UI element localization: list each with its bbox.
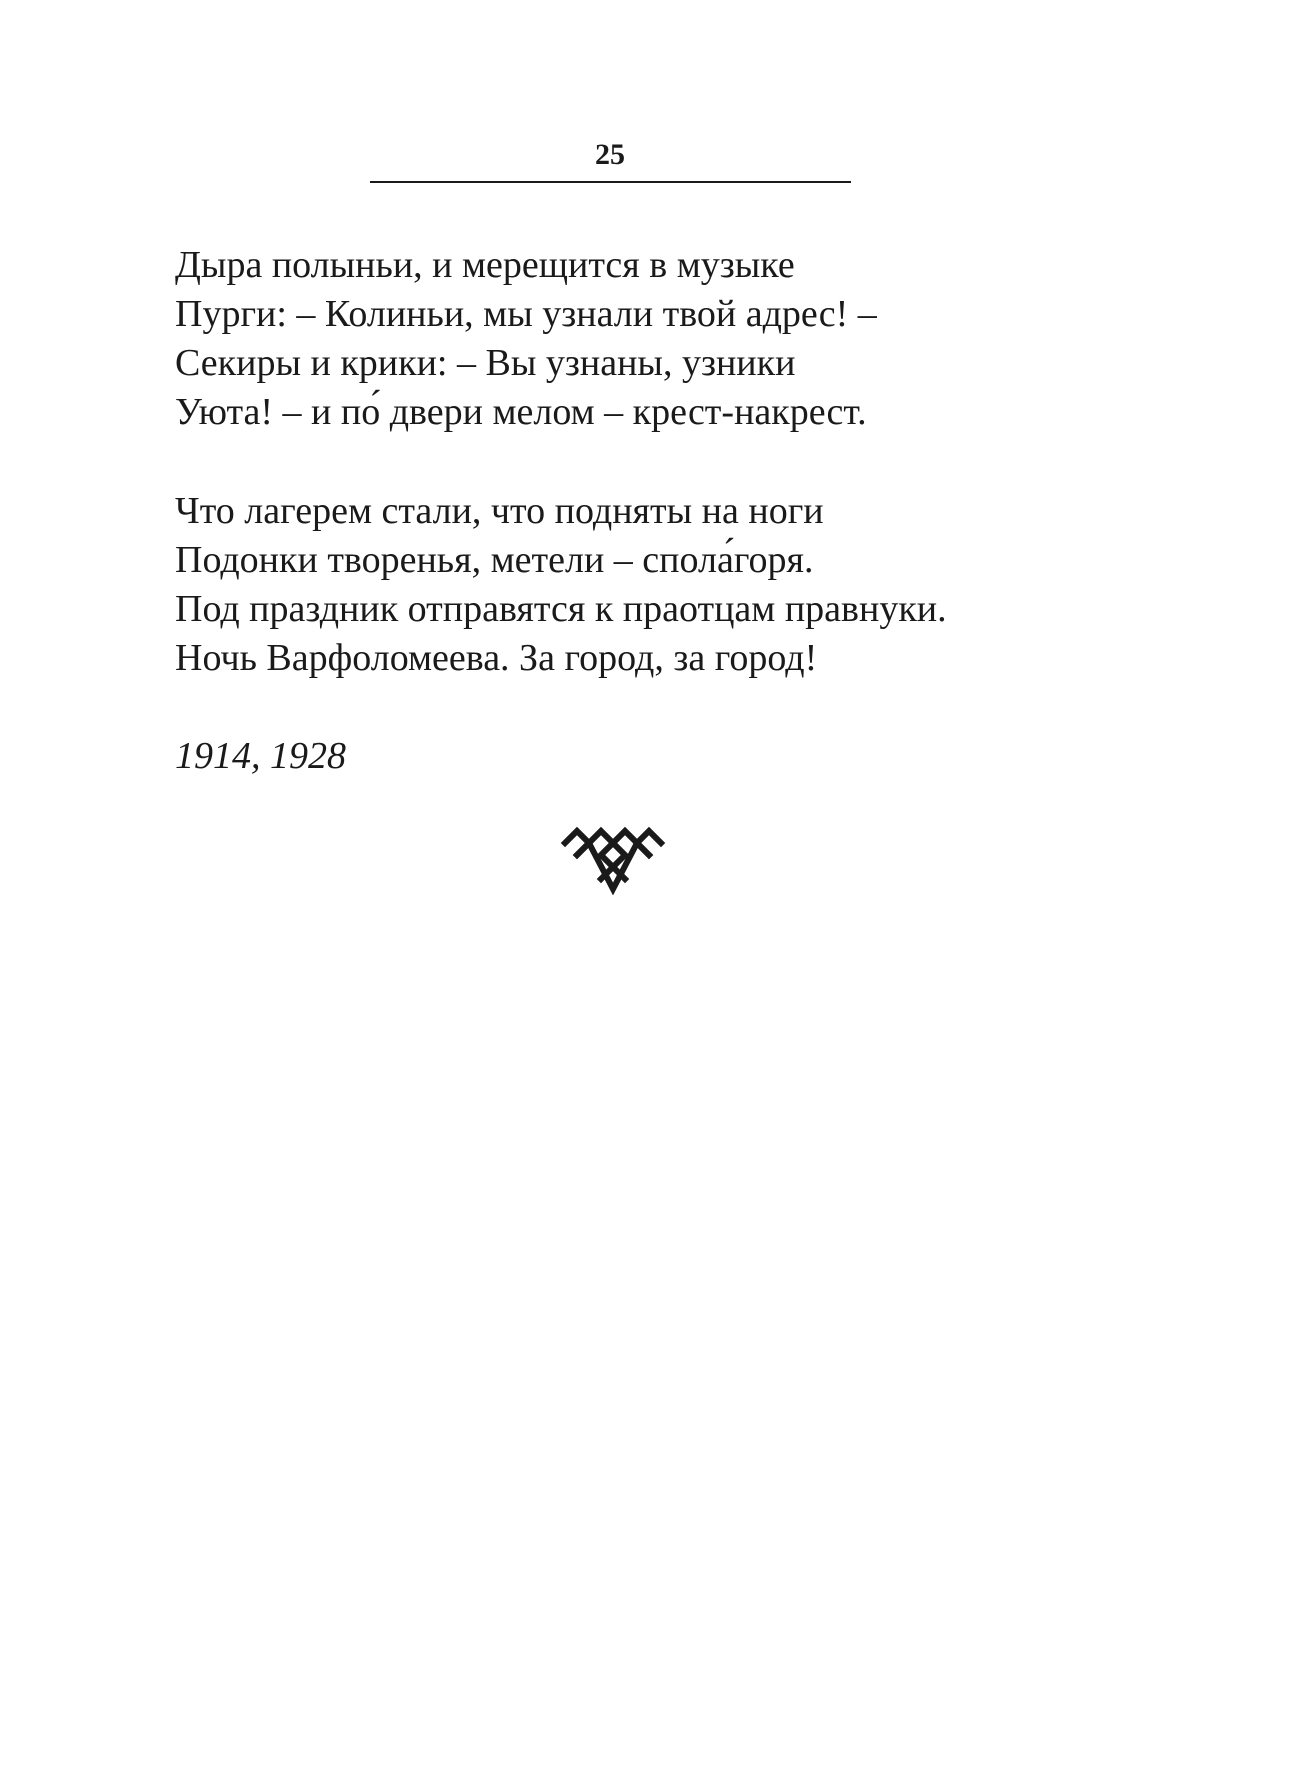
title-divider — [370, 181, 851, 183]
poem-number: 25 — [595, 138, 625, 171]
verse-line: Подонки творенья, метели – спола́горя. — [175, 539, 814, 581]
verse-line: Секиры и крики: – Вы узнаны, узники — [175, 342, 796, 384]
verse-line: Пурги: – Колиньи, мы узнали твой адрес! – — [175, 293, 877, 335]
stanza-2 — [175, 487, 947, 683]
verse-line: Что лагерем стали, что подняты на ноги — [175, 490, 824, 532]
verse-line: Дыра полыньи, и мерещится в музыке — [175, 244, 795, 286]
verse-line: Уюта! – и по́ двери мелом – крест-накрест. — [175, 391, 867, 433]
poem-date: 1914, 1928 — [175, 735, 346, 777]
knot-ornament-icon — [559, 823, 667, 895]
verse-line: Ночь Варфоломеева. За город, за город! — [175, 637, 818, 679]
verse-line: Под праздник отправятся к праотцам правнуки. — [175, 588, 947, 630]
stanza-1 — [175, 241, 877, 437]
